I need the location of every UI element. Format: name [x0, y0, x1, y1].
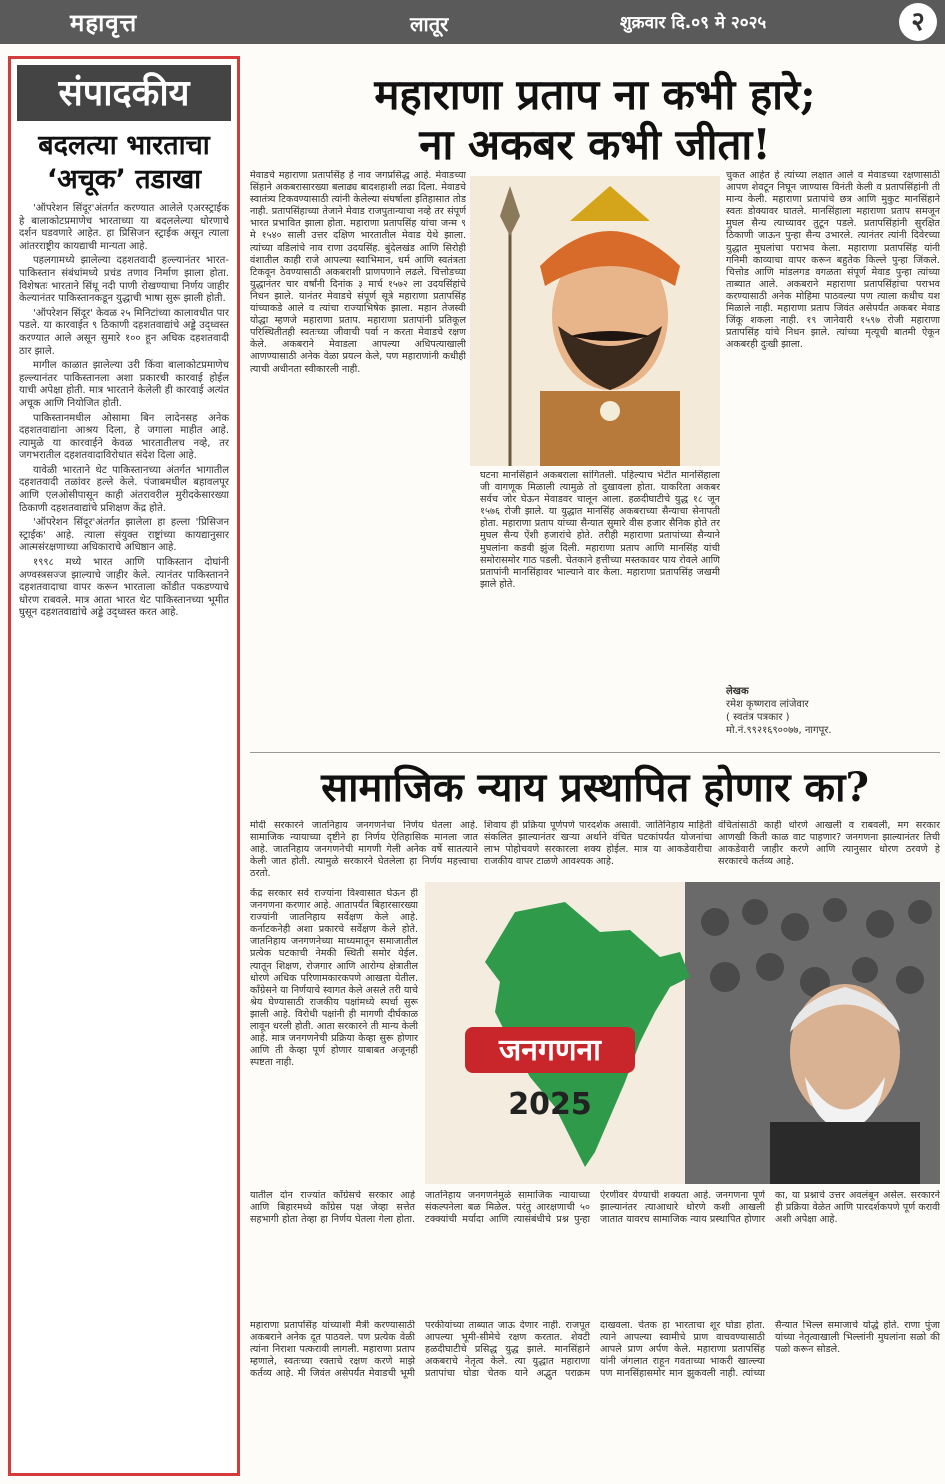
author-name: रमेश कृष्णराव लांजेवार — [726, 699, 809, 710]
issue-date: शुक्रवार दि.०९ मे २०२५ — [620, 13, 767, 33]
article2-text: केंद्र सरकार सर्व राज्यांना विश्वासात घेऊन ही जनगणना करणार आहे. आतापर्यंत बिहारसारख्या राज्यांनी जातनिहाय सर्वेक्षण केले आहे. कर्नाटकनेही अशा प्रकारचे सर्वेक्षण केले होते. जातनिहाय जनगणनेच्या माध्यमातून समाजातील प्रत्येक घटकाची नेमकी स्थिती समोर येईल. त्यातून शिक्षण, रोजगार आणि आरोग्य क्षेत्रातील धोरणे अधिक परिणामकारकपणे आखता येतील. काँग्रेसने या निर्णयाचे स्वागत केले असले तरी याचे श्रेय घेण्यासाठी राजकीय पक्षांमध्ये स्पर्धा सुरू झाली आहे. विरोधी पक्षांनी ही मागणी दीर्घकाळ लावून धरली होती. आता सरकारने ती मान्य केली आहे. मात्र जनगणनेची प्रक्रिया केव्हा सुरू होणार आणि ती केव्हा पूर्ण होणार याबाबत अजूनही स्पष्टता नाही. — [250, 888, 418, 1069]
editorial-paragraph: 'ऑपरेशन सिंदूर'अंतर्गत झालेला हा हल्ला 'प्रिसिजन स्ट्राईक' आहे. त्याला संयुक्त राष्ट्रांच्या कायद्यानुसार आत्मसंरक्षणाच्या अधिकाराचे अधिष्ठान आहे. — [19, 517, 229, 554]
article1-headline — [250, 70, 940, 170]
article1-text: महाराणा प्रतापसिंह यांच्याशी मैत्री करण्यासाठी अकबराने अनेक दूत पाठवले. पण प्रत्येक वेळी त्यांना निराशा पत्करावी लागली. महाराणा प्रताप म्हणाले, स्वतःच्या रक्ताचे रक्षण करणे माझे कर्तव्य आहे. मी जिवंत असेपर्यंत मेवाडची भूमी परकीयांच्या ताब्यात जाऊ देणार नाही. राजपूत आपल्या भूमी-सीमेचे रक्षण करतात. शेवटी हळदीघाटीचे प्रसिद्ध युद्ध झाले. मानसिंहाने अकबराचे नेतृत्व केले. त्या युद्धात महाराणा प्रतापांचा घोडा चेतक याने अद्भुत पराक्रम दाखवला. चेतक हा भारताचा शूर घोडा होता. त्याने आपल्या स्वामीचे प्राण वाचवण्यासाठी आपले प्राण अर्पण केले. महाराणा प्रतापसिंह यांनी जंगलात राहून गवताच्या भाकरी खाल्ल्या पण मानसिंहासमोर मान झुकवली नाही. त्यांच्या सैन्यात भिल्ल समाजाचे योद्धे होते. राणा पुंजा यांच्या नेतृत्वाखाली भिल्लांनी मुघलांना सळो की पळो करून सोडले. — [250, 1320, 940, 1380]
city-name: लातूर — [410, 12, 449, 36]
editorial-body — [11, 203, 237, 620]
article2-column-2 — [484, 820, 712, 884]
article1-overflow-columns — [250, 1320, 940, 1480]
editorial-column — [8, 56, 240, 1476]
article1-text: घटना मानसिंहाने अकबराला सांगितली. पहिल्याच भेटीत मानसिंहाला जी वागणूक मिळाली त्यामुळे तो दुखावला होता. याकरिता अकबर सर्वच जोर घेऊन मेवाडवर चालून आला. हळदीघाटीचे युद्ध १८ जून १५७६ रोजी झाले. या युद्धात मानसिंह अकबराच्या सैन्याचा सेनापती होता. महाराणा प्रताप यांच्या सैन्यात सुमारे वीस हजार सैनिक होते तर मुघल सैन्य ऐंशी हजारांचे होते. तरीही महाराणा प्रतापांच्या सैन्याने मुघलांना कडवी झुंज दिली. महाराणा प्रताप आणि मानसिंह यांची समोरासमोर गाठ पडली. चेतकाने हत्तीच्या मस्तकावर पाय रोवले आणि प्रतापांनी मानसिंहावर भाल्याने वार केला. महाराणा प्रतापसिंह जखमी झाले होते. — [480, 470, 720, 590]
census-word: जनगणना — [499, 1033, 601, 1068]
editorial-paragraph: यावेळी भारताने थेट पाकिस्तानच्या अंतर्गत भागातील दहशतवादी तळांवर हल्ले केले. पंजाबमधील बहावलपूर आणि एलओसीपासून काही अंतरावरील मुरीदकेसारख्या ठिकाणी दहशतवाद्यांचे प्रशिक्षण केंद्र होते. — [19, 464, 229, 514]
article1-column-3 — [726, 170, 940, 680]
article1-column-bottom — [480, 470, 720, 748]
editorial-paragraph: 'ऑपरेशन सिंदूर' केवळ २५ मिनिटांच्या कालावधीत पार पडले. या कारवाईत ९ ठिकाणी दहशतवाद्यांचे अड्डे उद्ध्वस्त करण्यात आले असून सुमारे १०० हून अधिक दहशतवादी ठार झाले. — [19, 307, 229, 357]
page-number: २ — [899, 3, 937, 41]
author-role: ( स्वतंत्र पत्रकार ) — [726, 712, 790, 723]
article1-column-1 — [250, 170, 466, 750]
article1-text: चुकत आहेत हे त्यांच्या लक्षात आले व मेवाडच्या रक्षणासाठी आपण शेवटून निघून जाण्यास विनंती केली व प्रतापसिंहांनी ती मान्य केली. महाराणा प्रतापांचे छत्र आणि मुकुट मानसिंहाने स्वतः डोक्यावर घातले. मानसिंहाला महाराणा प्रताप समजून मुघल सैन्य त्याच्यावर तुटून पडले. प्रतापसिंहांनी सुरक्षित ठिकाणी जाऊन पुन्हा सैन्य उभारले. त्यानंतर त्यांनी दिवेरच्या युद्धात मुघलांचा पराभव केला. महाराणा प्रतापसिंह यांनी गनिमी काव्याचा वापर करून बहुतेक किल्ले पुन्हा जिंकले. चित्तोड आणि मांडलगड वगळता संपूर्ण मेवाड पुन्हा त्यांच्या ताब्यात आले. अकबराने महाराणा प्रतापसिंहांचा पराभव करण्यासाठी अनेक मोहिमा पाठवल्या पण त्याला कधीच यश मिळाले नाही. महाराणा प्रताप जिवंत असेपर्यंत अकबर मेवाड जिंकू शकला नाही. १९ जानेवारी १५९७ रोजी महाराणा प्रतापसिंह यांचे निधन झाले. त्यांच्या मृत्यूची बातमी ऐकून अकबरही दुःखी झाला. — [726, 170, 940, 351]
article2-column-1 — [250, 820, 478, 884]
article2-headline: सामाजिक न्याय प्रस्थापित होणार का? — [321, 764, 869, 811]
article2-text: यातील दोन राज्यांत काँग्रेसचे सरकार आहे आणि बिहारमध्ये काँग्रेस पक्ष जेव्हा सत्तेत सहभागी होता तेव्हा हा निर्णय घेतला गेला होता. जातनिहाय जनगणनेमुळे सामाजिक न्यायाच्या संकल्पनेला बळ मिळेल. परंतु आरक्षणाची ५० टक्क्यांची मर्यादा आणि त्यासंबंधीचे प्रश्न पुन्हा ऐरणीवर येण्याची शक्यता आहे. जनगणना पूर्ण झाल्यानंतर त्याआधारे धोरणे कशी आखली जातात यावरच सामाजिक न्याय प्रस्थापित होणार का, या प्रश्नाचे उत्तर अवलंबून असेल. सरकारने ही प्रक्रिया वेळेत आणि पारदर्शकपणे पूर्ण करावी अशी अपेक्षा आहे. — [250, 1190, 940, 1226]
census-image — [425, 882, 940, 1184]
author-signature — [726, 685, 832, 737]
article2-text: शिवाय ही प्रक्रिया पूर्णपणे पारदर्शक असावी. जातिनिहाय माहिती संकलित झाल्यानंतर खऱ्या अर्थाने वंचित घटकांपर्यंत योजनांचा लाभ पोहोचवणे सरकारला शक्य होईल. मात्र या आकडेवारीचा राजकीय वापर टाळणे आवश्यक आहे. — [484, 820, 712, 868]
author-contact: मो.नं.९९२१६९००७७, नागपूर. — [726, 725, 832, 736]
editorial-paragraph: १९९८ मध्ये भारत आणि पाकिस्तान दोघांनी अण्वस्त्रसज्ज झाल्याचे जाहीर केले. त्यानंतर पाकिस्तानने दहशतवादाचा वापर करून भारताला कोंडीत पकडण्याचे धोरण राबवले. मात्र आता भारत थेट पाकिस्तानच्या भूमीत घुसून दहशतवाद्यांचे अड्डे उद्ध्वस्त करत आहे. — [19, 557, 229, 619]
masthead — [0, 0, 945, 44]
article1-column-2-anchor — [480, 176, 481, 177]
article1-headline-line2: ना अकबर कभी जीता! — [419, 120, 771, 169]
editorial-paragraph: मागील काळात झालेल्या उरी किंवा बालाकोटप्रमाणेच हल्ल्यानंतर पाकिस्तानला अशा प्रकारची कारवाई होईल याची अपेक्षा होती. मात्र भारताने केलेली ही कारवाई अत्यंत अचूक आणि नियोजित होती. — [19, 360, 229, 409]
census-photo — [425, 882, 940, 1184]
editorial-paragraph: 'ऑपरेशन सिंदूर'अंतर्गत करण्यात आलेले एअरस्ट्राईक हे बालाकोटप्रमाणेच भारताच्या या बदललेल्या धोरणाचे दर्शन घडवणारे आहेत. हा प्रिसिजन स्ट्राईक असून त्याला आंतरराष्ट्रीय कायद्याची मान्यता आहे. — [19, 203, 229, 252]
census-year: 2025 — [508, 1087, 592, 1122]
article1-text: मेवाडचे महाराणा प्रतापसिंह हे नाव जगप्रसिद्ध आहे. मेवाडच्या सिंहाने अकबरासारख्या बलाढ्य बादशहाशी लढा दिला. मेवाडचे स्वातंत्र्य टिकवण्यासाठी त्यांनी केलेल्या संघर्षाला इतिहासात तोड नाही. प्रतापसिंहाच्या तेजाने मेवाड राजपुतान्याचा नव्हे तर संपूर्ण भारत प्रभावित झाला होता. महाराणा प्रतापसिंह यांचा जन्म ९ मे १५४० साली उत्तर दक्षिण भारतातील मेवाड येथे झाला. त्यांच्या वडिलांचे नाव राणा उदयसिंह. बुंदेलखंड आणि सिरोही वंशातील काही राजे आपल्या स्वाभिमान, धर्म आणि स्वतंत्रता टिकवून ठेवण्यासाठी अकबराशी प्राणपणाने लढले. चित्तोडच्या युद्धानंतर चार वर्षांनी दिनांक ३ मार्च १५७२ ला उदयसिंहांचे निधन झाले. यानंतर मेवाडचे संपूर्ण सूत्रे महाराणा प्रतापसिंह यांच्याकडे आले व त्यांचा राज्याभिषेक झाला. महान तेजस्वी योद्धा म्हणजे महाराणा प्रताप. महाराणा प्रतापांनी प्रतिकूल परिस्थितीतही स्वतःच्या जीवाची पर्वा न करता मेवाडचे रक्षण केले. अकबराने मेवाडला आपल्या अधिपत्याखाली आणण्यासाठी अनेक वेळा प्रयत्न केले, पण महाराणांनी कधीही त्याची अधीनता स्वीकारली नाही. — [250, 170, 466, 375]
editorial-headline: बदलत्या भारताचा ‘अचूक’ तडाखा — [38, 130, 210, 195]
section-divider — [250, 752, 940, 753]
editorial-banner: संपादकीय — [17, 65, 231, 121]
paper-name: महावृत्त — [70, 8, 138, 37]
article2-column-3 — [718, 820, 940, 884]
article2-left-column — [250, 888, 418, 1184]
maharana-pratap-portrait — [470, 176, 720, 466]
editorial-paragraph: पहलगामध्ये झालेल्या दहशतवादी हल्ल्यानंतर भारत-पाकिस्तान संबंधांमध्ये प्रचंड तणाव निर्माण झाला होता. विशेषतः भारताने सिंधू नदी पाणी रोखण्याचा निर्णय जाहीर केल्यानंतर पाकिस्तानकडून युद्धाची भाषा सुरू झाली होती. — [19, 255, 229, 305]
author-tag: लेखक — [726, 686, 749, 697]
editorial-paragraph: पाकिस्तानमधील ओसामा बिन लादेनसह अनेक दहशतवाद्यांना आश्रय दिला, हे जगाला माहीत आहे. त्यामुळे या कारवाईने केवळ भारतातीलच नव्हे, तर जगभरातील दहशतवादाविरोधात संदेश दिला आहे. — [19, 412, 229, 462]
article2-text: वंचितांसाठी काही धोरणे आखली व राबवली, मग सरकार आणखी किती काळ वाट पाहणार? जनगणना झाल्यानंतर तिची आकडेवारी जाहीर करणे आणि त्यानुसार धोरण ठरवणे हे सरकारचे कर्तव्य आहे. — [718, 820, 940, 868]
article2-text: मोदी सरकारने जातनिहाय जनगणनेचा निर्णय घेतला आहे. सामाजिक न्यायाच्या दृष्टीने हा निर्णय ऐतिहासिक मानला जात आहे. जातनिहाय जनगणनेची मागणी गेली अनेक वर्षे सातत्याने केली जात होती. त्यामुळे सरकारने घेतलेला हा निर्णय महत्त्वाचा ठरतो. — [250, 820, 478, 880]
article1-headline-line1: महाराणा प्रताप ना कभी हारे; — [374, 70, 816, 119]
